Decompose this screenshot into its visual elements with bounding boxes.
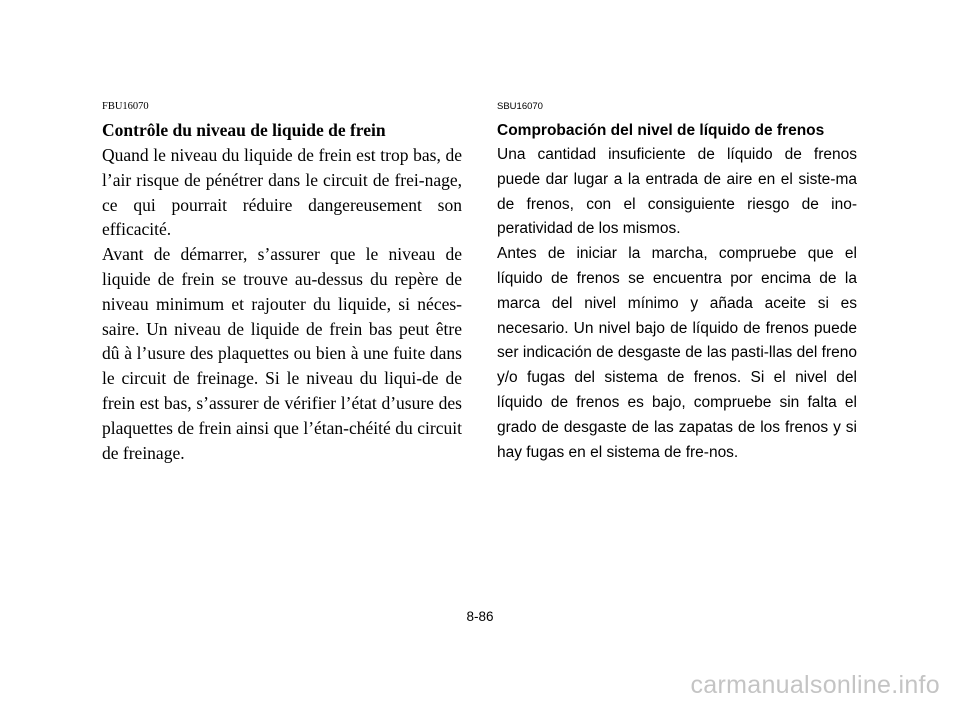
spanish-column <box>497 100 857 465</box>
section-heading: Contrôle du niveau de liquide de frein <box>102 120 386 140</box>
paragraph: Antes de iniciar la marcha, compruebe que el líquido de frenos se encuentra por encima de la marca del nivel mínimo y añada aceite si es necesario. Un nivel bajo de líquido de frenos puede ser indicación de desgaste de las pasti-llas del freno y/o fugas del sistema de frenos. Si el nivel del líquido de frenos es bajo, compruebe sin falta el grado de desgaste de las zapatas de los frenos y si hay fugas en el sistema de fre-nos. <box>497 245 857 461</box>
french-column <box>102 100 462 465</box>
section-code: SBU16070 <box>497 101 543 112</box>
section-code: FBU16070 <box>102 101 149 112</box>
paragraph: Una cantidad insuficiente de líquido de frenos puede dar lugar a la entrada de aire en el siste-ma de frenos, con el consiguiente riesgo de ino-peratividad de los mismos. <box>497 146 857 238</box>
paragraph: Quand le niveau du liquide de frein est trop bas, de l’air risque de pénétrer dans le circuit de frei-nage, ce qui pourrait réduire dangereusement son efficacité. <box>102 145 462 240</box>
page-number: 8-86 <box>466 609 494 624</box>
paragraph: Avant de démarrer, s’assurer que le niveau de liquide de frein se trouve au-dessus du repère de niveau minimum et rajouter du liquide, si néces-saire. Un niveau de liquide de frein bas peut être dû à l’usure des plaquettes ou bien à une fuite dans le circuit de freinage. Si le niveau du liqui-de de frein est bas, s’assurer de vérifier l’état d’usure des plaquettes de frein ainsi que l’étan-chéité du circuit de freinage. <box>102 244 462 463</box>
watermark: carmanualsonline.info <box>690 671 940 699</box>
section-heading: Comprobación del nivel de líquido de frenos <box>497 122 825 139</box>
